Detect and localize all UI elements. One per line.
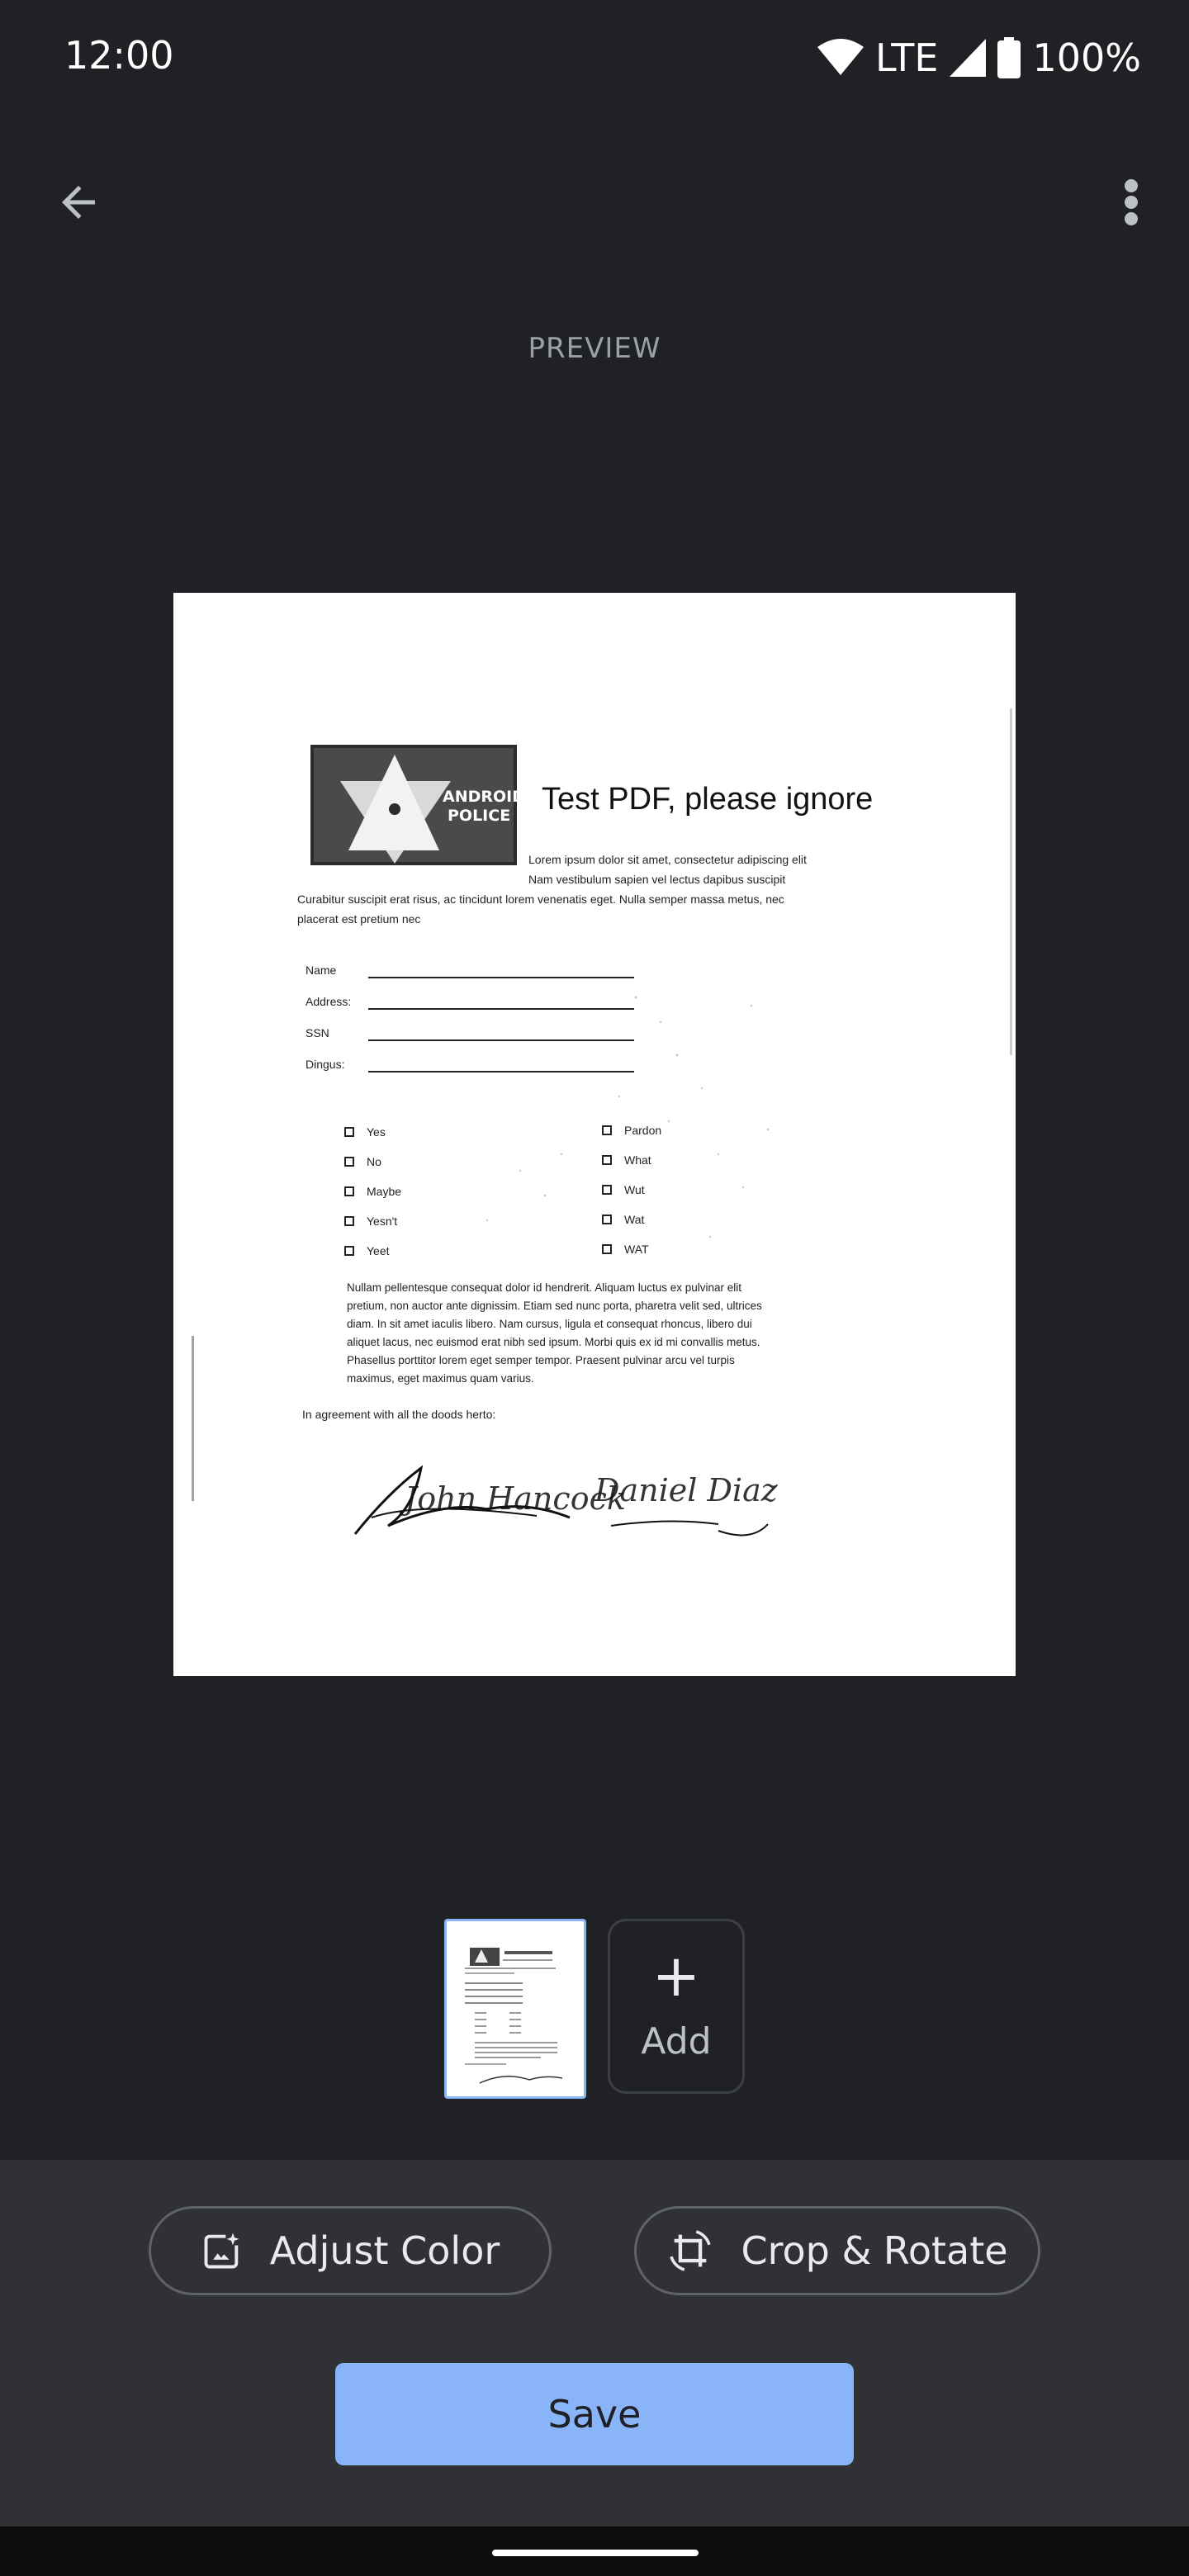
battery-icon	[997, 37, 1021, 78]
add-page-label: Add	[641, 2020, 712, 2062]
option-yeet: Yeet	[367, 1244, 390, 1257]
crop-rotate-icon	[666, 2227, 714, 2275]
network-type: LTE	[875, 36, 939, 80]
field-label-name: Name	[306, 964, 337, 977]
field-label-address: Address:	[306, 995, 352, 1008]
intro-line-3: Curabitur suscipit erat risus, ac tincidunt lorem venenatis eget. Nulla semper massa metus, nec	[297, 893, 784, 906]
option-wat: Wat	[624, 1213, 645, 1226]
option-maybe: Maybe	[367, 1185, 402, 1198]
option-yesnt: Yesn't	[367, 1215, 398, 1228]
signal-icon	[950, 39, 986, 77]
logo-text-2: POLICE	[448, 807, 511, 825]
adjust-color-label: Adjust Color	[269, 2228, 500, 2273]
home-gesture-handle[interactable]	[492, 2550, 699, 2556]
logo-text-1: ANDROID	[443, 788, 526, 806]
paragraph-line-1: Nullam pellentesque consequat dolor id hendrerit. Aliquam luctus ex pulvinar elit	[347, 1281, 742, 1294]
plus-icon: +	[651, 1941, 701, 2010]
checkbox-options-left	[345, 1125, 401, 1257]
page-thumbnail[interactable]	[444, 1919, 586, 2099]
paragraph-line-6: maximus, eget maximus quam varius.	[347, 1372, 534, 1385]
intro-line-1: Lorem ipsum dolor sit amet, consectetur adipiscing elit	[528, 853, 807, 866]
option-no: No	[367, 1155, 381, 1168]
android-police-logo	[310, 745, 525, 865]
signatures	[355, 1468, 779, 1535]
intro-line-4: placerat est pretium nec	[297, 912, 421, 926]
paragraph-line-3: diam. In sit amet iaculis libero. Nam cursus, ligula et consequat rhoncus, libero dui	[347, 1318, 752, 1330]
signature-2: Daniel Diaz	[594, 1472, 778, 1508]
signature-1: John Hancock	[405, 1480, 626, 1517]
option-wat-caps: WAT	[624, 1243, 649, 1256]
status-icons	[817, 33, 1141, 83]
adjust-color-icon	[201, 2229, 244, 2272]
back-button[interactable]	[41, 165, 116, 239]
option-wut: Wut	[624, 1183, 645, 1196]
adjust-color-button[interactable]	[149, 2206, 552, 2295]
add-page-button[interactable]	[608, 1919, 745, 2094]
battery-level: 100%	[1032, 36, 1141, 80]
field-label-ssn: SSN	[306, 1026, 329, 1039]
wifi-icon	[817, 39, 864, 77]
crop-rotate-button[interactable]	[634, 2206, 1040, 2295]
agreement-text: In agreement with all the doods herto:	[302, 1408, 496, 1421]
save-button[interactable]: Save	[335, 2363, 854, 2465]
paragraph-line-4: aliquet lacus, nec euismod erat nibh sed ipsum. Morbi quis ex id mi convallis metus.	[347, 1336, 760, 1348]
more-vert-icon	[1123, 178, 1139, 227]
scan-noise	[486, 997, 770, 1238]
arrow-back-icon	[54, 178, 103, 227]
more-options-button[interactable]	[1098, 165, 1164, 239]
checkbox-options-right	[603, 1124, 661, 1256]
paragraph-line-2: pretium, non auctor ante dignissim. Etiam sed nunc porta, pharetra velit sed, ultrices	[347, 1300, 762, 1312]
form-fields	[306, 964, 634, 1072]
option-pardon: Pardon	[624, 1124, 662, 1137]
preview-label: PREVIEW	[528, 332, 661, 365]
field-label-dingus: Dingus:	[306, 1058, 345, 1071]
crop-rotate-label: Crop & Rotate	[741, 2228, 1008, 2273]
status-time: 12:00	[64, 33, 174, 78]
document-title: Test PDF, please ignore	[542, 782, 874, 817]
option-what: What	[624, 1153, 651, 1167]
intro-line-2: Nam vestibulum sapien vel lectus dapibus suscipit	[528, 873, 786, 886]
option-yes: Yes	[367, 1125, 386, 1139]
paragraph-line-5: Phasellus porttitor lorem eget semper tempor. Praesent pulvinar arcu vel turpis	[347, 1354, 735, 1366]
document-preview[interactable]	[173, 593, 1016, 1676]
